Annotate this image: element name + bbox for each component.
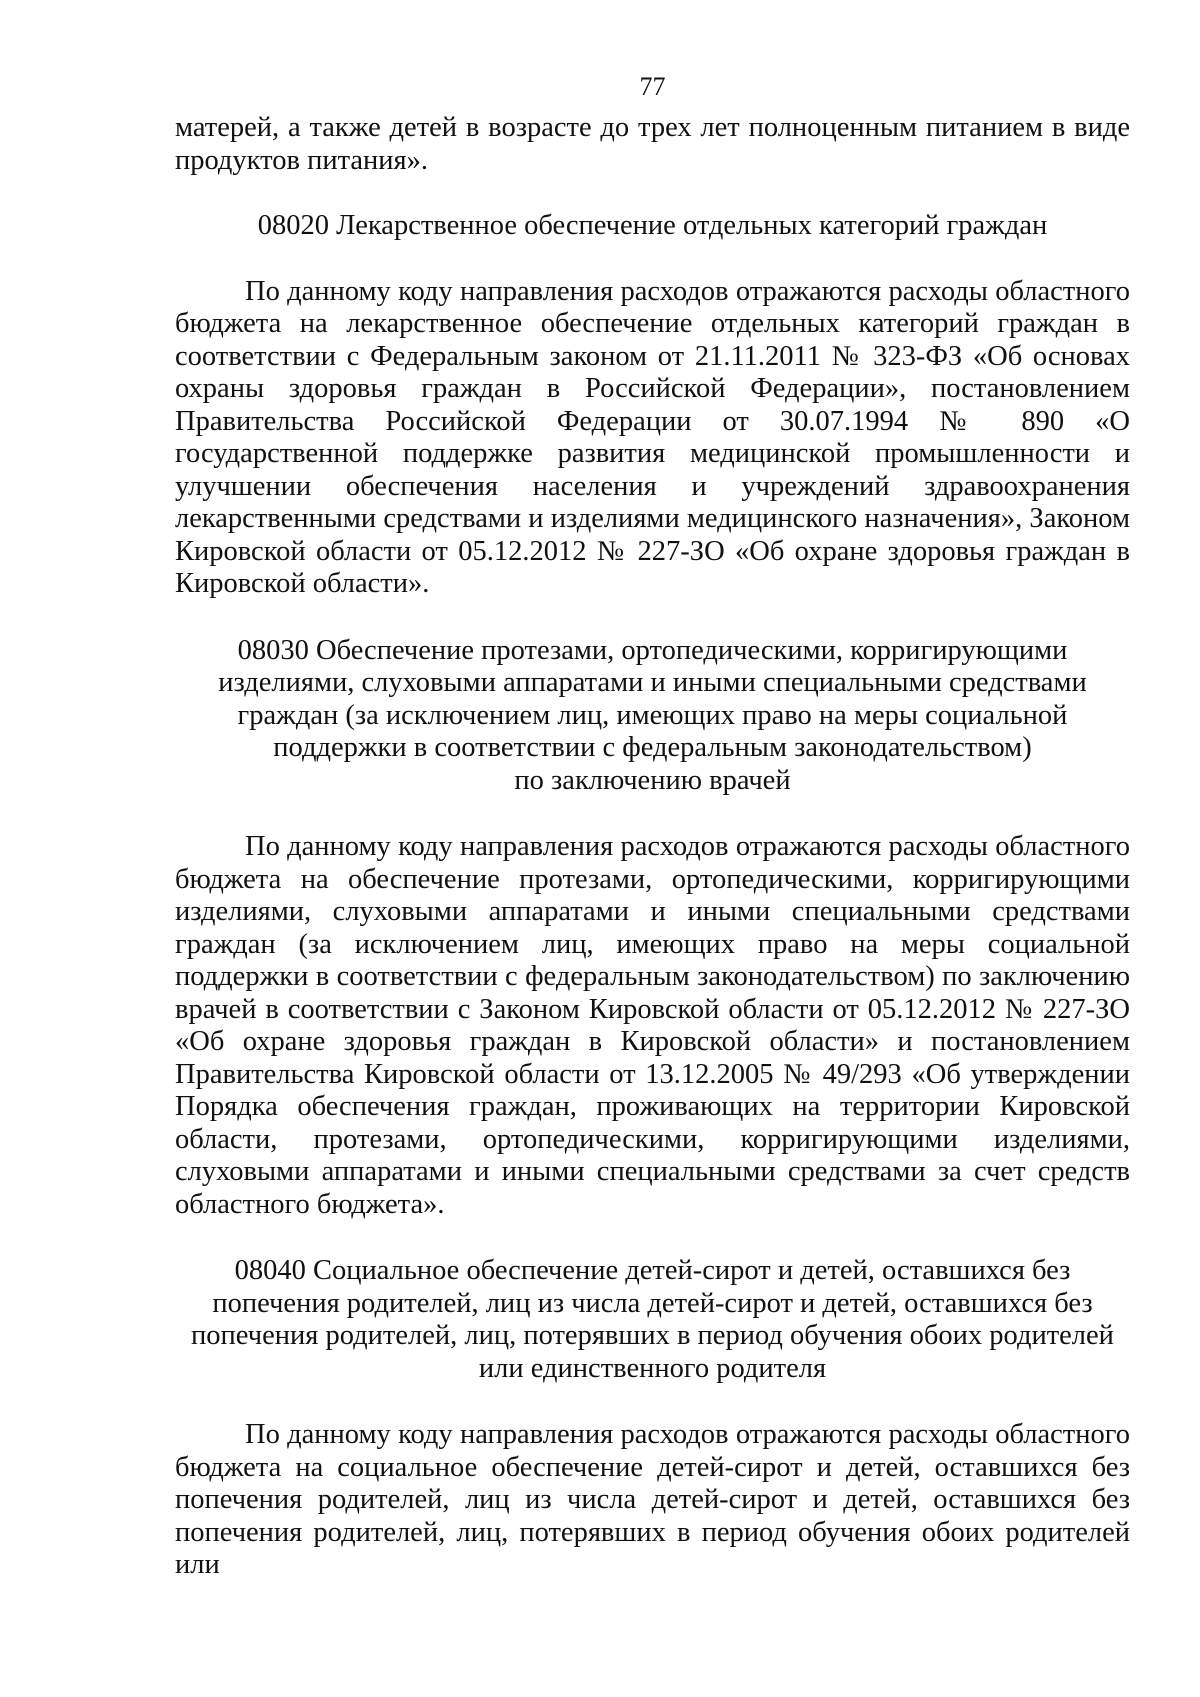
heading-line: попечения родителей, лиц, потерявших в период обучения обоих родителей <box>191 1320 1114 1351</box>
heading-line: или единственного родителя <box>478 1352 827 1384</box>
heading-line: по заключению врачей <box>514 764 791 796</box>
heading-line: граждан (за исключением лиц, имеющих право на меры социальной <box>237 699 1068 731</box>
spacer <box>175 243 1130 276</box>
page-number: 77 <box>639 72 666 101</box>
section-08020-heading: 08020 Лекарственное обеспечение отдельных категорий граждан <box>257 210 1048 241</box>
section-08030-heading <box>175 635 1130 798</box>
section-08040-heading <box>175 1255 1130 1385</box>
heading-line: изделиями, слуховыми аппаратами и иными специальными средствами <box>218 667 1087 698</box>
spacer <box>175 1221 1130 1255</box>
spacer <box>175 601 1130 635</box>
spacer <box>175 177 1130 210</box>
spacer <box>175 1385 1130 1419</box>
heading-line: 08030 Обеспечение протезами, ортопедическими, корригирующими <box>237 634 1068 666</box>
heading-line: 08040 Социальное обеспечение детей-сирот и детей, оставшихся без <box>234 1255 1071 1286</box>
spacer <box>175 797 1130 831</box>
section-08040-body: По данному коду направления расходов отражаются расходы областного бюджета на социальное обеспечение детей-сирот и детей, оставшихся без попечения родителей, лиц из числа детей-сирот и детей, оставшихся без попечения родителей, лиц, потерявших в период обучения обоих родителей или <box>175 1419 1130 1580</box>
heading-line: попечения родителей, лиц из числа детей-сирот и детей, оставшихся без <box>212 1287 1093 1319</box>
section-08020-body: По данному коду направления расходов отражаются расходы областного бюджета на лекарственное обеспечение отдельных категорий граждан в соответствии с Федеральным законом от 21.11.2011 № 323-ФЗ «Об основах охраны здоровья граждан в Российской Федерации», постановлением Правительства Российской Федерации от 30.07.1994 № 890 «О государственной поддержке развития медицинской промышленности и улучшении обеспечения населения и учреждений здравоохранения лекарственными средствами и изделиями медицинского назначения», Законом Кировской области от 05.12.2012 № 227-ЗО «Об охране здоровья граждан в Кировской области». <box>175 275 1130 599</box>
section-08030-body: По данному коду направления расходов отражаются расходы областного бюджета на обеспечение протезами, ортопедическими, корригирующими изделиями, слуховыми аппаратами и иными специальными средствами граждан (за исключением лиц, имеющих право на меры социальной поддержки в соответствии с федеральным законодательством) по заключению врачей в соответствии с Законом Кировской области от 05.12.2012 № 227-ЗО «Об охране здоровья граждан в Кировской области» и постановлением Правительства Кировской области от 13.12.2005 № 49/293 «Об утверждении Порядка обеспечения граждан, проживающих на территории Кировской области, протезами, ортопедическими, корригирующими изделиями, слуховыми аппаратами и иными специальными средствами за счет средств областного бюджета». <box>175 831 1130 1220</box>
intro-paragraph: матерей, а также детей в возрасте до трех лет полноценным питанием в виде продуктов питания». <box>175 112 1130 176</box>
heading-line: поддержки в соответствии с федеральным законодательством) <box>273 732 1032 763</box>
